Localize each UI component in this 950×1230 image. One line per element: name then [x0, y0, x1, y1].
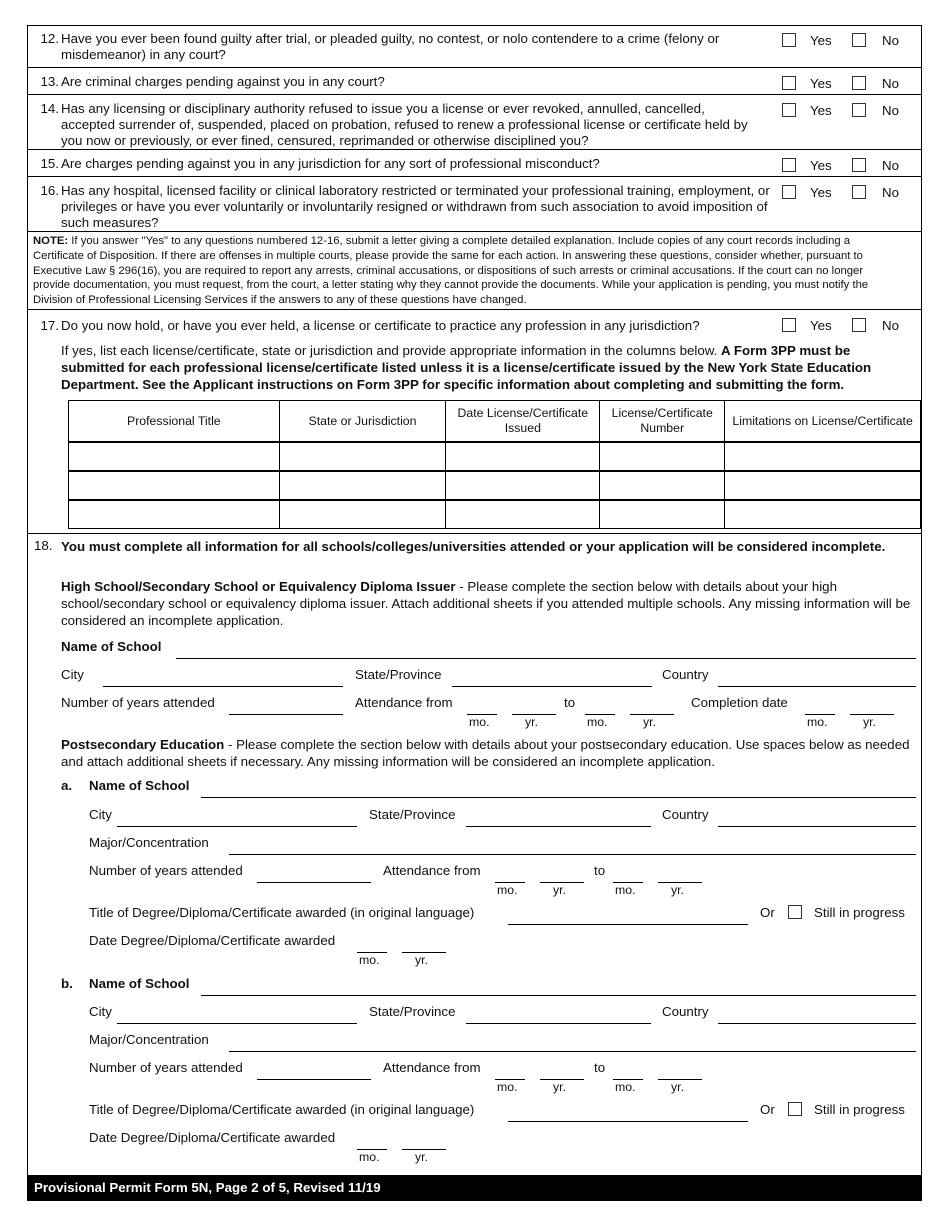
state-province-field[interactable] — [452, 686, 652, 687]
mo-caption: mo. — [587, 715, 608, 729]
yes-checkbox[interactable] — [782, 76, 796, 90]
name-of-school-label: Name of School — [61, 639, 162, 654]
still-in-progress-label: Still in progress — [814, 905, 905, 920]
table-cell[interactable] — [446, 500, 600, 529]
table-cell[interactable] — [600, 471, 725, 500]
mo-caption: mo. — [497, 1080, 518, 1094]
form-footer: Provisional Permit Form 5N, Page 2 of 5, Revised 11/19 — [27, 1175, 922, 1201]
no-label: No — [882, 33, 899, 48]
question-number: 15. — [40, 156, 59, 171]
or-label: Or — [760, 905, 775, 920]
table-cell[interactable] — [446, 442, 600, 471]
country-label: Country — [662, 667, 709, 682]
yr-caption: yr. — [643, 715, 656, 729]
major-field[interactable] — [229, 1051, 916, 1052]
degree-title-field[interactable] — [508, 1121, 748, 1122]
question-text: Has any licensing or disciplinary authority refused to issue you a license or ever revoked, annulled, cancelled, accepted surrender of, suspended, placed on probation, refused to renew a professional license or certificate held by you now or previously, or ever fined, censured, reprimanded or otherwise disciplined you? — [61, 101, 748, 148]
state-province-field[interactable] — [466, 1023, 651, 1024]
yr-caption: yr. — [525, 715, 538, 729]
yes-checkbox[interactable] — [782, 318, 796, 332]
q18-heading: You must complete all information for all schools/colleges/universities attended or your application will be considered incomplete. — [61, 539, 886, 554]
no-checkbox[interactable] — [852, 76, 866, 90]
question-number: 13. — [40, 74, 59, 89]
table-row — [69, 442, 921, 471]
state-province-label: State/Province — [355, 667, 442, 682]
instructions-text: If yes, list each license/certificate, state or jurisdiction and provide appropriate information in the columns below. — [61, 343, 722, 358]
yr-caption: yr. — [863, 715, 876, 729]
table-cell[interactable] — [279, 442, 446, 471]
yr-caption: yr. — [415, 953, 428, 967]
hs-title: High School/Secondary School or Equivalency Diploma Issuer — [61, 579, 456, 594]
still-in-progress-label: Still in progress — [814, 1102, 905, 1117]
q17-instructions — [61, 342, 917, 393]
divider — [27, 533, 922, 534]
question-number: 12. — [40, 31, 59, 46]
name-of-school-field[interactable] — [176, 658, 916, 659]
table-cell[interactable] — [725, 500, 921, 529]
yes-label: Yes — [810, 33, 832, 48]
attendance-from-label: Attendance from — [383, 863, 481, 878]
question-12 — [27, 25, 922, 68]
column-header: Professional Title — [69, 401, 280, 443]
years-attended-field[interactable] — [257, 1079, 371, 1080]
table-cell[interactable] — [279, 471, 446, 500]
question-text: Are criminal charges pending against you in any court? — [61, 74, 385, 89]
no-checkbox[interactable] — [852, 158, 866, 172]
question-13 — [27, 68, 922, 95]
question-number: 16. — [40, 183, 59, 198]
table-cell[interactable] — [725, 471, 921, 500]
mo-caption: mo. — [497, 883, 518, 897]
mo-caption: mo. — [615, 883, 636, 897]
yes-label: Yes — [810, 103, 832, 118]
yes-label: Yes — [810, 185, 832, 200]
major-label: Major/Concentration — [89, 835, 209, 850]
or-label: Or — [760, 1102, 775, 1117]
years-attended-label: Number of years attended — [61, 695, 215, 710]
no-checkbox[interactable] — [852, 103, 866, 117]
major-field[interactable] — [229, 854, 916, 855]
question-14 — [27, 95, 922, 150]
question-16 — [27, 177, 922, 232]
ps-instructions — [61, 736, 921, 770]
yr-caption: yr. — [671, 1080, 684, 1094]
question-number: 18. — [34, 538, 53, 553]
to-label: to — [594, 863, 606, 878]
name-of-school-label: Name of School — [89, 778, 190, 793]
hs-text: - Please complete the section below with details about your high school/secondary school or equivalency diploma issuer. Attach additional sheets if you attended multiple schools. Any missing information will be considered an incomplete application. — [61, 579, 911, 628]
question-text: Have you ever been found guilty after trial, or pleaded guilty, no contest, or nolo contendere to a crime (felony or misdemeanor) in any court? — [61, 31, 720, 62]
yes-label: Yes — [810, 158, 832, 173]
still-in-progress-checkbox[interactable] — [788, 905, 802, 919]
name-of-school-field[interactable] — [201, 797, 916, 798]
table-cell[interactable] — [69, 471, 280, 500]
country-label: Country — [662, 807, 709, 822]
question-number: 17. — [40, 318, 59, 333]
column-header: Limitations on License/Certificate — [725, 401, 921, 443]
city-field[interactable] — [117, 1023, 357, 1024]
mo-caption: mo. — [615, 1080, 636, 1094]
degree-title-field[interactable] — [508, 924, 748, 925]
date-awarded-label: Date Degree/Diploma/Certificate awarded — [89, 933, 336, 948]
mo-caption: mo. — [469, 715, 490, 729]
table-cell[interactable] — [446, 471, 600, 500]
to-label: to — [594, 1060, 606, 1075]
license-table — [68, 400, 921, 529]
yr-caption: yr. — [553, 883, 566, 897]
country-field[interactable] — [718, 826, 916, 827]
table-cell[interactable] — [69, 442, 280, 471]
mo-caption: mo. — [807, 715, 828, 729]
column-header: License/Certificate Number — [600, 401, 725, 443]
table-cell[interactable] — [279, 500, 446, 529]
table-row — [69, 500, 921, 529]
mo-caption: mo. — [359, 953, 380, 967]
yes-no-group — [782, 158, 908, 176]
yr-caption: yr. — [553, 1080, 566, 1094]
question-number: 14. — [40, 101, 59, 116]
attendance-from-label: Attendance from — [355, 695, 453, 710]
degree-title-label: Title of Degree/Diploma/Certificate awarded (in original language) — [89, 905, 475, 920]
yr-caption: yr. — [671, 883, 684, 897]
yes-checkbox[interactable] — [782, 158, 796, 172]
yr-caption: yr. — [415, 1150, 428, 1164]
no-checkbox[interactable] — [852, 185, 866, 199]
no-checkbox[interactable] — [852, 318, 866, 332]
completion-date-label: Completion date — [691, 695, 788, 710]
no-label: No — [882, 76, 899, 91]
state-province-label: State/Province — [369, 807, 456, 822]
name-of-school-field[interactable] — [201, 995, 916, 996]
hs-instructions — [61, 578, 921, 629]
no-label: No — [882, 318, 899, 333]
city-label: City — [89, 1004, 112, 1019]
table-cell[interactable] — [600, 500, 725, 529]
to-label: to — [564, 695, 576, 710]
country-field[interactable] — [718, 686, 916, 687]
city-field[interactable] — [103, 686, 343, 687]
yes-no-group — [782, 318, 908, 336]
table-cell[interactable] — [725, 442, 921, 471]
no-label: No — [882, 103, 899, 118]
yes-checkbox[interactable] — [782, 33, 796, 47]
yes-checkbox[interactable] — [782, 103, 796, 117]
section-a-letter: a. — [61, 778, 73, 793]
degree-title-label: Title of Degree/Diploma/Certificate awarded (in original language) — [89, 1102, 475, 1117]
no-checkbox[interactable] — [852, 33, 866, 47]
attendance-from-label: Attendance from — [383, 1060, 481, 1075]
question-15 — [27, 150, 922, 177]
yes-no-group — [782, 185, 908, 203]
years-attended-field[interactable] — [229, 714, 343, 715]
instructions-bold: A Form 3PP must be submitted for each professional license/certificate listed unless it is a license/certificate issued by the New York State Education Department. See the Applicant instructions on Form 3PP for specific information about completing and submitting the form. — [61, 343, 872, 392]
country-field[interactable] — [718, 1023, 916, 1024]
question-text: Has any hospital, licensed facility or clinical laboratory restricted or terminated your professional training, employment, or privileges or have you ever voluntarily or involuntarily resigned or withdrawn from such association to avoid imposition of such measures? — [61, 183, 770, 230]
still-in-progress-checkbox[interactable] — [788, 1102, 802, 1116]
ps-title: Postsecondary Education — [61, 737, 225, 752]
yes-no-group — [782, 33, 908, 51]
yes-no-group — [782, 76, 908, 94]
no-label: No — [882, 158, 899, 173]
note-text: If you answer "Yes" to any questions numbered 12-16, submit a letter giving a complete detailed explanation. Include copies of any court records including a Certificate of Disposition. If there are offenses in multiple courts, please provide the same for each action. In answering these questions, consider whether, pursuant to Executive Law § 296(16), you are required to report any arrests, criminal accusations, or dispositions of such arrests or criminal accusations. If the court can no longer provide documentation, you must request, from the court, a letter stating why they cannot provide the documents. While your application is pending, you must notify the Division of Professional Licensing Services if the answers to any of these questions have changed. — [33, 235, 869, 307]
state-province-label: State/Province — [369, 1004, 456, 1019]
city-field[interactable] — [117, 826, 357, 827]
mo-caption: mo. — [359, 1150, 380, 1164]
ps-text: - Please complete the section below with details about your postsecondary education. Use spaces below as needed and attach additional sheets if necessary. Any missing information will be considered an incomplete application. — [61, 737, 910, 769]
question-text: Do you now hold, or have you ever held, a license or certificate to practice any profession in any jurisdiction? — [61, 318, 700, 333]
date-awarded-label: Date Degree/Diploma/Certificate awarded — [89, 1130, 336, 1145]
yes-no-group — [782, 103, 908, 121]
note-label: NOTE: — [33, 235, 69, 247]
section-b-letter: b. — [61, 976, 73, 991]
years-attended-label: Number of years attended — [89, 1060, 243, 1075]
yes-checkbox[interactable] — [782, 185, 796, 199]
table-row — [69, 471, 921, 500]
major-label: Major/Concentration — [89, 1032, 209, 1047]
yes-label: Yes — [810, 318, 832, 333]
years-attended-field[interactable] — [257, 882, 371, 883]
city-label: City — [89, 807, 112, 822]
yes-label: Yes — [810, 76, 832, 91]
note-paragraph — [33, 234, 893, 308]
name-of-school-label: Name of School — [89, 976, 190, 991]
country-label: Country — [662, 1004, 709, 1019]
column-header: State or Jurisdiction — [279, 401, 446, 443]
table-cell[interactable] — [69, 500, 280, 529]
column-header: Date License/Certificate Issued — [446, 401, 600, 443]
table-cell[interactable] — [600, 442, 725, 471]
no-label: No — [882, 185, 899, 200]
question-text: Are charges pending against you in any jurisdiction for any sort of professional misconduct? — [61, 156, 600, 171]
table-header-row — [69, 401, 921, 443]
city-label: City — [61, 667, 84, 682]
years-attended-label: Number of years attended — [89, 863, 243, 878]
state-province-field[interactable] — [466, 826, 651, 827]
